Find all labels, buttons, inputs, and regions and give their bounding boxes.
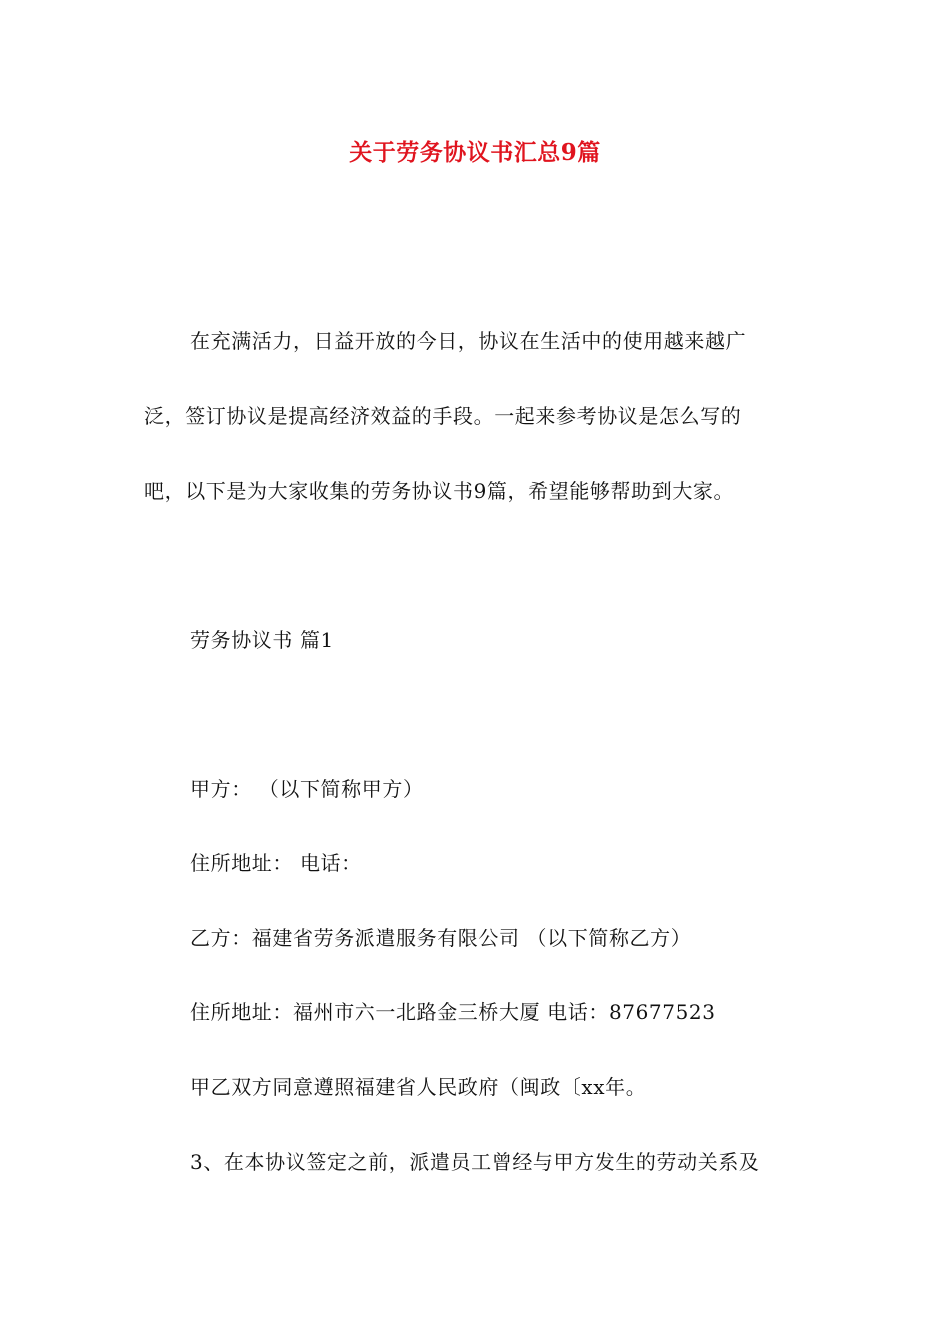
party-a-line: 甲方： （以下简称甲方） — [190, 777, 424, 801]
intro-line-2: 泛，签订协议是提高经济效益的手段。一起来参考协议是怎么写的 — [144, 404, 742, 428]
intro-line-3: 吧，以下是为大家收集的劳务协议书9篇，希望能够帮助到大家。 — [144, 479, 735, 503]
clause-3-line: 3、在本协议签定之前，派遣员工曾经与甲方发生的劳动关系及 — [190, 1150, 760, 1174]
intro-line-1: 在充满活力，日益开放的今日，协议在生活中的使用越来越广 — [190, 329, 747, 353]
party-a-address-line: 住所地址： 电话： — [190, 851, 362, 875]
document-title: 关于劳务协议书汇总9篇 — [349, 139, 601, 166]
party-b-line: 乙方：福建省劳务派遣服务有限公司 （以下简称乙方） — [190, 926, 692, 950]
party-b-address-line: 住所地址：福州市六一北路金三桥大厦 电话：87677523 — [190, 1000, 716, 1024]
agreement-line: 甲乙双方同意遵照福建省人民政府（闽政〔xx年。 — [190, 1075, 647, 1099]
section-heading: 劳务协议书 篇1 — [190, 628, 334, 652]
